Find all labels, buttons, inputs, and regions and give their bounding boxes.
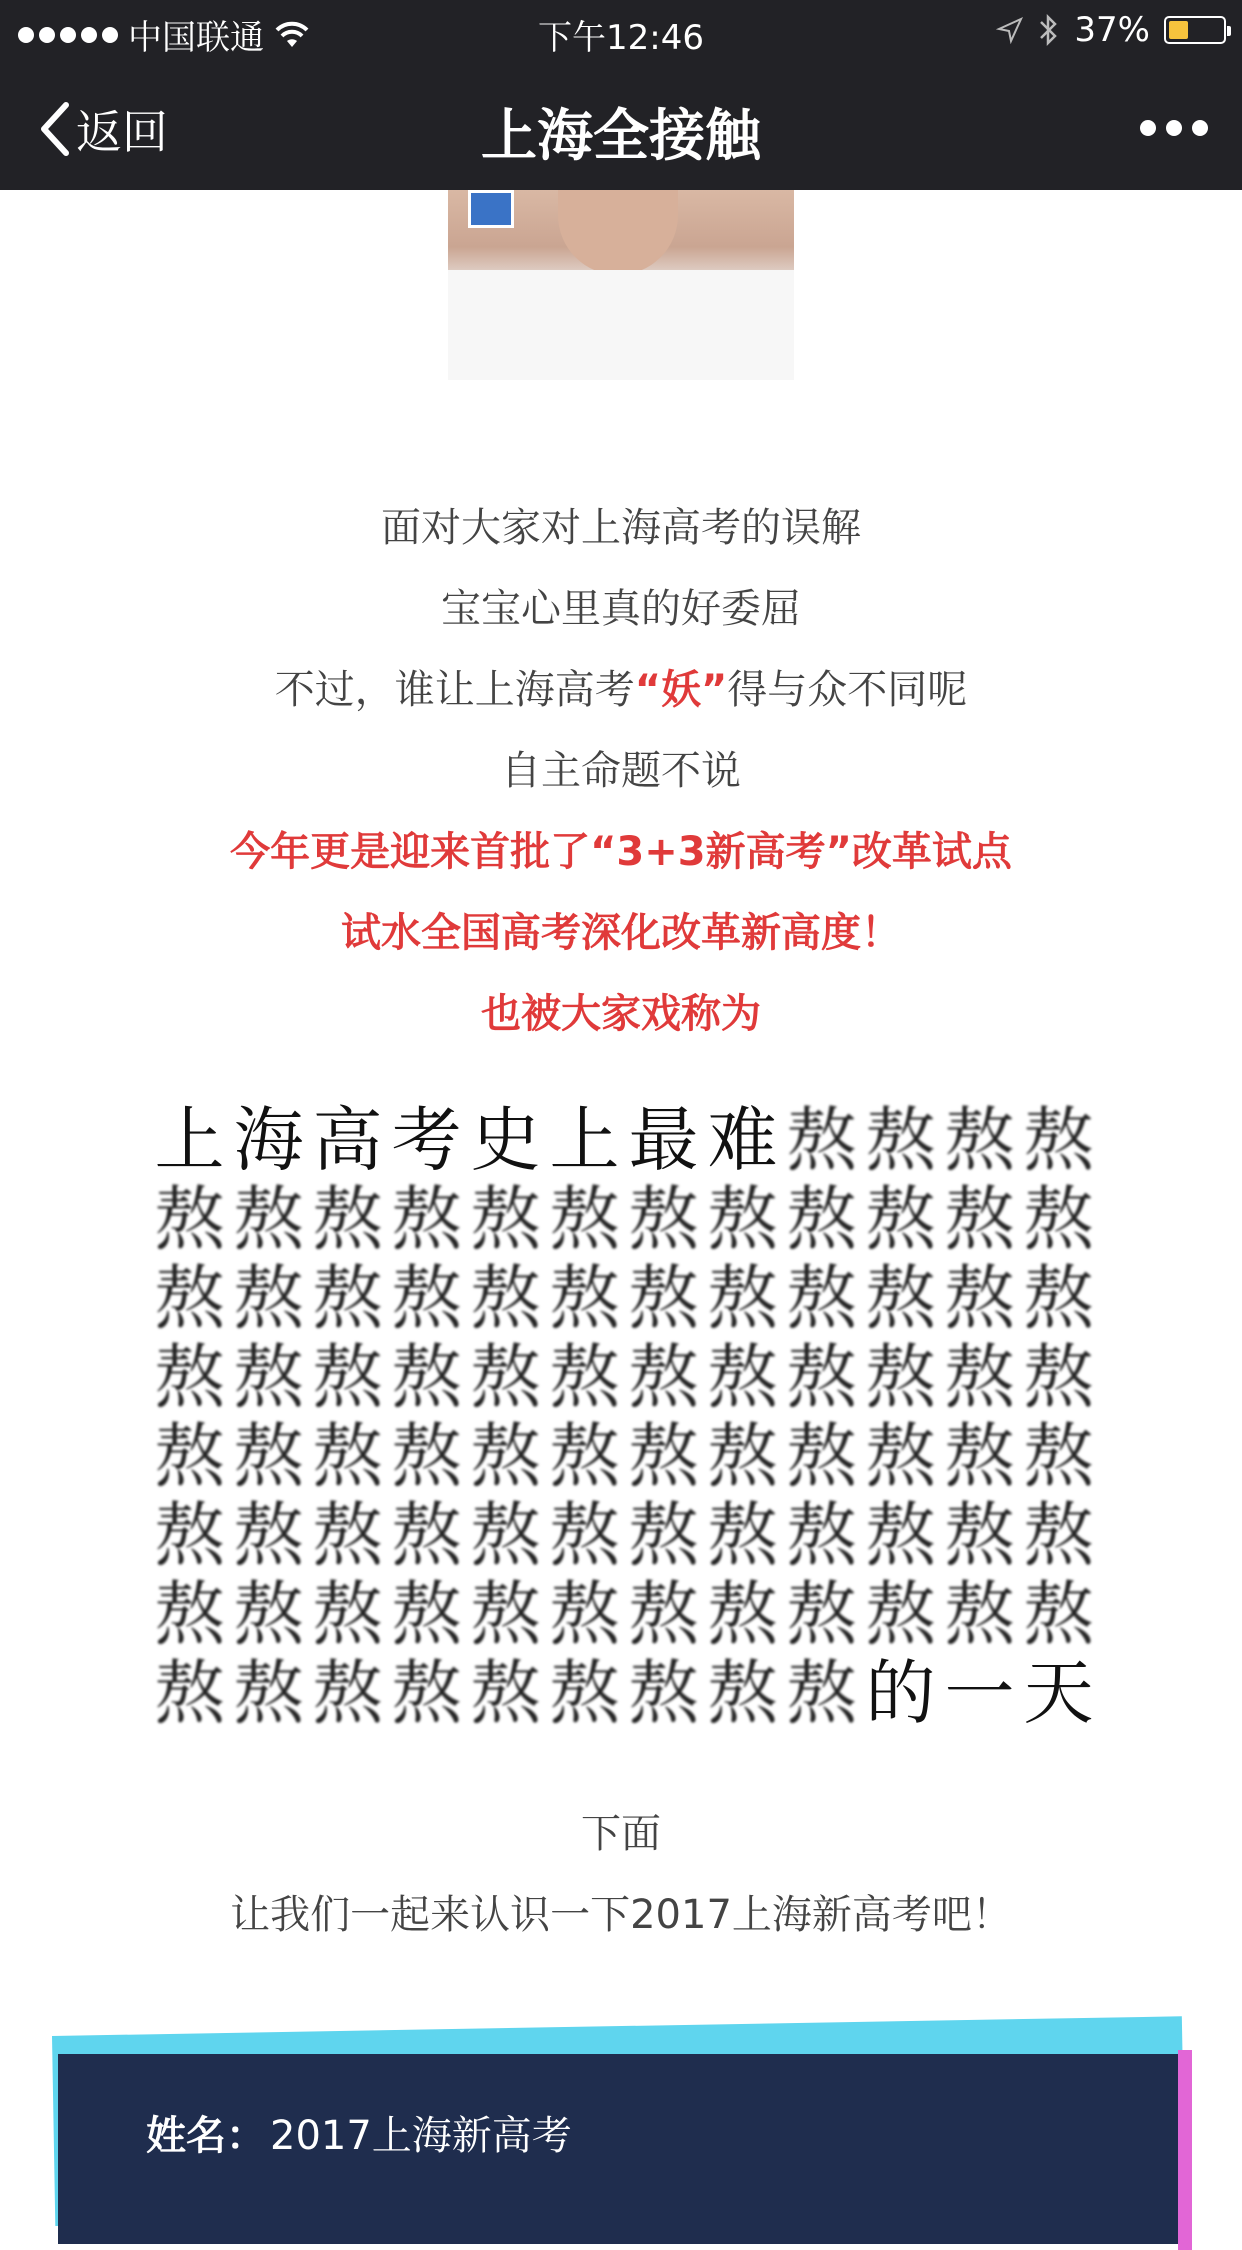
grid-char: 高: [312, 1098, 383, 1181]
article-intro: [0, 488, 1242, 1055]
grid-char: 熬: [391, 1651, 462, 1734]
article-red-line: 今年更是迎来首批了“3+3新高考”改革试点: [230, 829, 1012, 875]
grid-char: 熬: [944, 1177, 1015, 1260]
character-grid: [150, 1100, 1100, 1732]
grid-char: 熬: [549, 1414, 620, 1497]
grid-char: 熬: [154, 1651, 225, 1734]
grid-char: 熬: [628, 1256, 699, 1339]
card-accent-pink: [1178, 2050, 1192, 2250]
grid-char: 上: [154, 1098, 225, 1181]
article-line-highlight: “妖”: [634, 667, 728, 713]
grid-char: 熬: [865, 1177, 936, 1260]
grid-char: 熬: [707, 1493, 778, 1576]
grid-char: 熬: [154, 1572, 225, 1655]
info-card: [52, 2036, 1192, 2236]
grid-char: 熬: [786, 1493, 857, 1576]
card-value: 2017上海新高考: [270, 2113, 572, 2159]
grid-char: 熬: [233, 1177, 304, 1260]
status-time: 下午12:46: [538, 18, 704, 58]
grid-char: 熬: [865, 1098, 936, 1181]
grid-char: 最: [628, 1098, 699, 1181]
status-right: [996, 10, 1226, 50]
grid-char: 上: [549, 1098, 620, 1181]
grid-char: 熬: [549, 1335, 620, 1418]
grid-char: 熬: [549, 1177, 620, 1260]
grid-char: 熬: [1023, 1414, 1094, 1497]
grid-char: 熬: [628, 1493, 699, 1576]
status-bar: [0, 0, 1242, 62]
grid-char: 熬: [628, 1651, 699, 1734]
article-line: 宝宝心里真的好委屈: [441, 586, 801, 632]
grid-char: 熬: [312, 1177, 383, 1260]
grid-char: 天: [1023, 1651, 1094, 1734]
grid-char: 熬: [470, 1651, 541, 1734]
grid-char: 熬: [865, 1572, 936, 1655]
grid-char: 熬: [707, 1414, 778, 1497]
grid-char: 熬: [865, 1414, 936, 1497]
article-line: 下面: [581, 1811, 661, 1857]
grid-char: 熬: [707, 1177, 778, 1260]
grid-char: 熬: [233, 1414, 304, 1497]
grid-char: 熬: [154, 1414, 225, 1497]
grid-char: 熬: [944, 1493, 1015, 1576]
grid-char: 熬: [470, 1572, 541, 1655]
grid-char: 熬: [391, 1414, 462, 1497]
grid-char: 熬: [786, 1256, 857, 1339]
grid-char: 熬: [944, 1572, 1015, 1655]
grid-char: 史: [470, 1098, 541, 1181]
grid-char: 熬: [707, 1335, 778, 1418]
grid-char: 熬: [391, 1256, 462, 1339]
grid-char: 熬: [1023, 1098, 1094, 1181]
location-icon: [996, 16, 1024, 44]
grid-char: 一: [944, 1651, 1015, 1734]
more-menu-icon[interactable]: [1140, 120, 1208, 136]
grid-char: 熬: [944, 1335, 1015, 1418]
grid-char: 熬: [786, 1335, 857, 1418]
grid-char: 熬: [391, 1493, 462, 1576]
grid-char: 熬: [154, 1177, 225, 1260]
grid-char: 熬: [786, 1177, 857, 1260]
grid-char: 熬: [233, 1572, 304, 1655]
grid-char: 熬: [233, 1335, 304, 1418]
grid-char: 熬: [786, 1572, 857, 1655]
grid-char: 熬: [786, 1098, 857, 1181]
grid-char: 的: [865, 1651, 936, 1734]
grid-char: 熬: [944, 1098, 1015, 1181]
grid-char: 熬: [865, 1335, 936, 1418]
grid-char: 熬: [865, 1493, 936, 1576]
grid-char: 熬: [549, 1493, 620, 1576]
card-body: [58, 2054, 1178, 2244]
battery-icon: [1164, 16, 1226, 44]
grid-char: 熬: [944, 1414, 1015, 1497]
grid-char: 熬: [233, 1493, 304, 1576]
grid-char: 熬: [786, 1651, 857, 1734]
grid-char: 海: [233, 1098, 304, 1181]
grid-char: 熬: [707, 1572, 778, 1655]
grid-char: 熬: [1023, 1493, 1094, 1576]
article-line: 自主命题不说: [501, 748, 741, 794]
grid-char: 熬: [707, 1256, 778, 1339]
article-red-line: 也被大家戏称为: [481, 991, 761, 1037]
grid-char: 熬: [233, 1256, 304, 1339]
article-image: [448, 190, 794, 380]
grid-char: 考: [391, 1098, 462, 1181]
grid-char: 熬: [312, 1256, 383, 1339]
article-red-line: 试水全国高考深化改革新高度！: [341, 910, 901, 956]
grid-char: 熬: [470, 1177, 541, 1260]
grid-char: 熬: [549, 1572, 620, 1655]
grid-char: 熬: [1023, 1256, 1094, 1339]
grid-char: 熬: [470, 1335, 541, 1418]
article-line: 让我们一起来认识一下2017上海新高考吧！: [230, 1892, 1012, 1938]
grid-char: 熬: [1023, 1572, 1094, 1655]
grid-char: 熬: [786, 1414, 857, 1497]
card-key: 姓名：: [146, 2113, 266, 2159]
grid-char: 熬: [154, 1256, 225, 1339]
grid-char: 熬: [865, 1256, 936, 1339]
grid-char: 熬: [1023, 1335, 1094, 1418]
grid-char: 熬: [391, 1572, 462, 1655]
battery-percent: 37%: [1074, 10, 1150, 50]
article-line-post: 得与众不同呢: [727, 667, 968, 713]
grid-char: 熬: [549, 1256, 620, 1339]
grid-char: 熬: [391, 1177, 462, 1260]
grid-char: 熬: [233, 1651, 304, 1734]
article-line: [0, 650, 1242, 731]
grid-char: 熬: [312, 1335, 383, 1418]
grid-char: 熬: [312, 1414, 383, 1497]
grid-char: 熬: [707, 1651, 778, 1734]
grid-char: 熬: [628, 1335, 699, 1418]
grid-char: 熬: [628, 1572, 699, 1655]
grid-char: 熬: [470, 1493, 541, 1576]
article-line: 面对大家对上海高考的误解: [381, 505, 861, 551]
grid-char: 熬: [549, 1651, 620, 1734]
navigation-bar: [0, 62, 1242, 190]
grid-char: 熬: [391, 1335, 462, 1418]
grid-char: 熬: [312, 1651, 383, 1734]
grid-char: 熬: [628, 1177, 699, 1260]
grid-char: 熬: [470, 1256, 541, 1339]
back-label: 返回: [76, 105, 168, 159]
carrier-name: 中国联通: [128, 18, 264, 58]
grid-char: 熬: [628, 1414, 699, 1497]
grid-char: 熬: [944, 1256, 1015, 1339]
page-title: 上海全接触: [481, 104, 761, 169]
bluetooth-icon: [1038, 13, 1060, 47]
grid-char: 熬: [1023, 1177, 1094, 1260]
grid-char: 难: [707, 1098, 778, 1181]
grid-char: 熬: [154, 1335, 225, 1418]
grid-char: 熬: [312, 1493, 383, 1576]
article-line-pre: 不过，谁让上海高考: [274, 667, 635, 713]
grid-char: 熬: [154, 1493, 225, 1576]
article-outro: [0, 1794, 1242, 1956]
grid-char: 熬: [312, 1572, 383, 1655]
grid-char: 熬: [470, 1414, 541, 1497]
